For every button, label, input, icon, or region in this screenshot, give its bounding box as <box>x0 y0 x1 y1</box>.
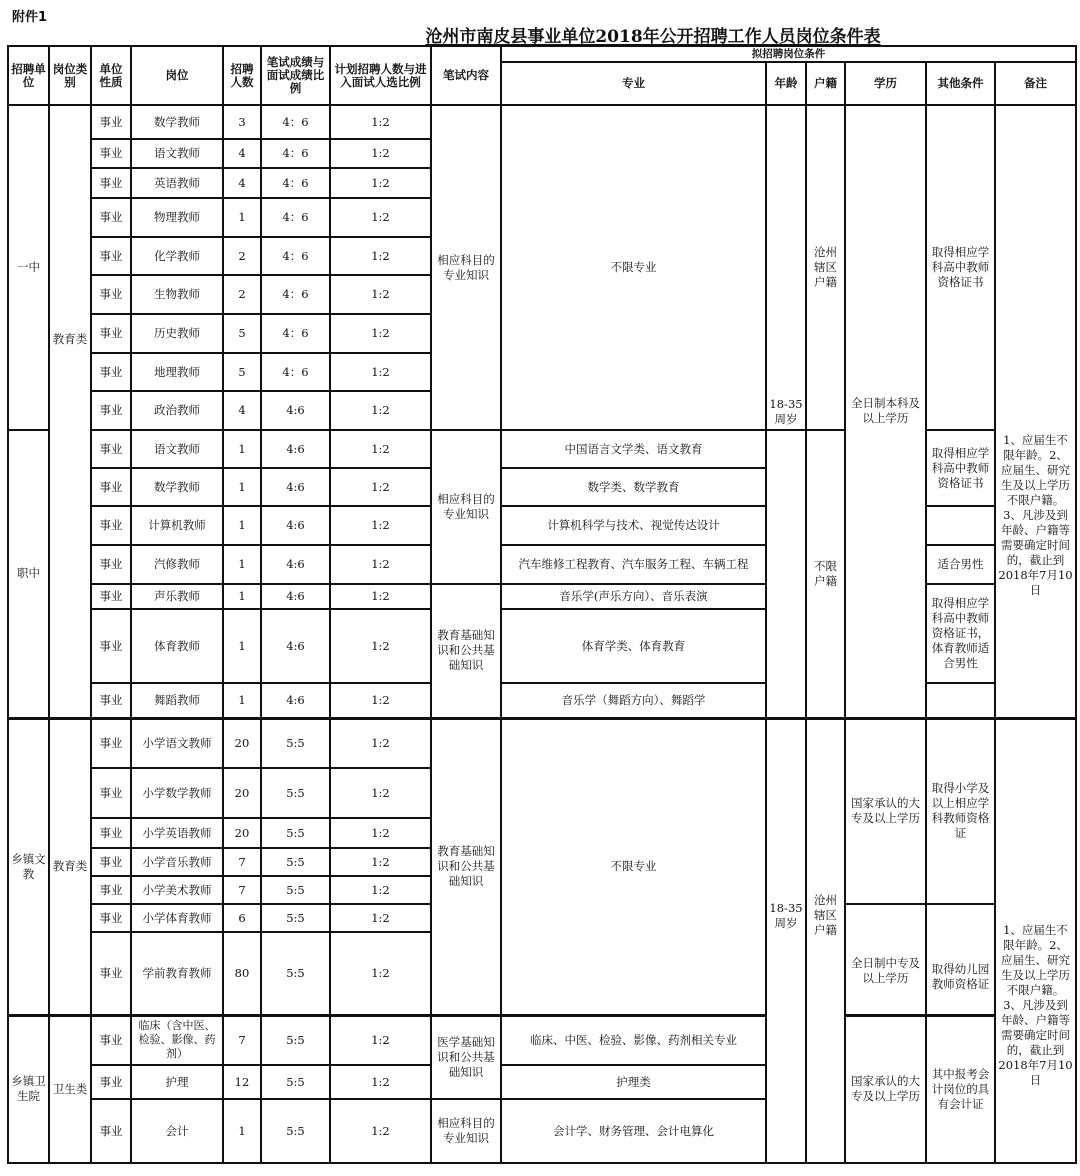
table-row: 事业 小学体育教师 6 5:5 1:2 全日制中专及以上学历 取得幼儿园教师资格证 <box>8 904 1076 932</box>
exam-content-cell: 教育基础知识和公共基础知识 <box>431 718 501 1015</box>
hukou-cell: 沧州辖区户籍 <box>806 105 845 430</box>
table-row: 乡镇文教 教育类 事业 小学语文教师 20 5:5 1:2 教育基础知识和公共基础知识 不限专业 18-35周岁 沧州辖区户籍 国家承认的大专及以上学历 取得小学及以上相应学科教师资格证 1、应届生不限年龄。2、应届生、研究生及以上学历不限户籍。3、凡涉及到年龄、户籍等需要确定时间的，截止到2018年7月10日 <box>8 718 1076 768</box>
table-row: 事业 体育教师 1 4:6 1:2 体育学类、体育教育 <box>8 609 1076 683</box>
unit-cell: 一中 <box>8 105 49 430</box>
header-score-ratio: 笔试成绩与面试成绩比例 <box>261 46 330 105</box>
table-row: 事业 学前教育教师 80 5:5 1:2 <box>8 932 1076 1015</box>
age-cell <box>766 430 806 718</box>
hukou-cell: 不限户籍 <box>806 430 845 718</box>
education-cell: 国家承认的大专及以上学历 <box>845 718 926 904</box>
header-count: 招聘人数 <box>223 46 261 105</box>
header-position: 岗位 <box>131 46 223 105</box>
category-cell: 教育类 <box>49 105 91 718</box>
header-age: 年龄 <box>766 62 806 105</box>
other-cell: 适合男性 <box>926 545 995 584</box>
table-row: 事业 汽修教师 1 4:6 1:2 汽车维修工程教育、汽车服务工程、车辆工程 适合男性 <box>8 545 1076 584</box>
exam-content-cell: 教育基础知识和公共基础知识 <box>431 584 501 718</box>
age-cell: 18-35周岁 <box>766 718 806 1163</box>
header-other: 其他条件 <box>926 62 995 105</box>
other-cell-empty <box>926 683 995 718</box>
major-cell: 不限专业 <box>501 105 766 430</box>
table-row: 职中 事业 语文教师 1 4:6 1:2 相应科目的专业知识 中国语言文学类、语文教育 不限户籍 取得相应学科高中教师资格证书 <box>8 430 1076 468</box>
table-row: 事业 历史教师 5 4：6 1:2 <box>8 314 1076 353</box>
table-row: 事业 数学教师 1 4:6 1:2 数学类、数学教育 <box>8 468 1076 506</box>
header-conditions-group: 拟招聘岗位条件 <box>501 46 1076 62</box>
header-interview-ratio: 计划招聘人数与进入面试人选比例 <box>330 46 431 105</box>
header-unit: 招聘单位 <box>8 46 49 105</box>
header-hukou: 户籍 <box>806 62 845 105</box>
table-row: 事业 声乐教师 1 4:6 1:2 教育基础知识和公共基础知识 音乐学(声乐方向）、音乐表演 取得相应学科高中教师资格证书，体育教师适合男性 <box>8 584 1076 609</box>
recruitment-table <box>7 45 1077 1164</box>
table-row: 一中 教育类 事业 数学教师 3 4：6 1:2 相应科目的专业知识 不限专业 18-35周岁 沧州辖区户籍 全日制本科及以上学历 取得相应学科高中教师资格证书 1、应届生不限年龄。2、应届生、研究生及以上学历不限户籍。3、凡涉及到年龄、户籍等需要确定时间的，截止到2018年7月10日 <box>8 105 1076 139</box>
unit-cell: 乡镇卫生院 <box>8 1015 49 1163</box>
header-nature: 单位性质 <box>91 46 131 105</box>
header-education: 学历 <box>845 62 926 105</box>
other-cell-empty <box>926 506 995 545</box>
other-cell: 其中报考会计岗位的具有会计证 <box>926 1015 995 1163</box>
exam-content-cell: 医学基础知识和公共基础知识 <box>431 1015 501 1099</box>
remarks-cell: 1、应届生不限年龄。2、应届生、研究生及以上学历不限户籍。3、凡涉及到年龄、户籍等需要确定时间的，截止到2018年7月10日 <box>995 105 1076 718</box>
table-row: 事业 小学美术教师 7 5:5 1:2 <box>8 876 1076 904</box>
other-cell: 取得小学及以上相应学科教师资格证 <box>926 718 995 904</box>
table-row: 事业 政治教师 4 4:6 1:2 <box>8 391 1076 430</box>
table-row: 乡镇卫生院 卫生类 事业 临床（含中医、检验、影像、药剂） 7 5:5 1:2 医学基础知识和公共基础知识 临床、中医、检验、影像、药剂相关专业 国家承认的大专及以上学历 其中报考会计岗位的具有会计证 <box>8 1015 1076 1065</box>
table-row: 事业 生物教师 2 4：6 1:2 <box>8 275 1076 314</box>
other-cell: 取得相应学科高中教师资格证书 <box>926 105 995 430</box>
age-cell: 18-35周岁 <box>766 105 806 430</box>
header-remarks: 备注 <box>995 62 1076 105</box>
education-cell: 国家承认的大专及以上学历 <box>845 1015 926 1163</box>
other-cell: 取得相应学科高中教师资格证书 <box>926 430 995 506</box>
header-exam-content: 笔试内容 <box>431 46 501 105</box>
table-row: 事业 计算机教师 1 4:6 1:2 计算机科学与技术、视觉传达设计 <box>8 506 1076 545</box>
other-cell: 取得幼儿园教师资格证 <box>926 904 995 1015</box>
unit-cell: 乡镇文教 <box>8 718 49 1015</box>
page-title: 沧州市南皮县事业单位2018年公开招聘工作人员岗位条件表 <box>425 27 881 47</box>
header-major: 专业 <box>501 62 766 105</box>
table-row: 事业 物理教师 1 4：6 1:2 <box>8 198 1076 237</box>
unit-cell: 职中 <box>8 430 49 718</box>
education-cell: 全日制本科及以上学历 <box>845 105 926 718</box>
remarks-cell: 1、应届生不限年龄。2、应届生、研究生及以上学历不限户籍。3、凡涉及到年龄、户籍等需要确定时间的，截止到2018年7月10日 <box>995 718 1076 1163</box>
table-row: 事业 英语教师 4 4：6 1:2 <box>8 168 1076 198</box>
education-cell: 全日制中专及以上学历 <box>845 904 926 1015</box>
table-row: 事业 小学音乐教师 7 5:5 1:2 <box>8 848 1076 876</box>
hukou-cell: 沧州辖区户籍 <box>806 718 845 1163</box>
table-row: 事业 护理 12 5:5 1:2 护理类 <box>8 1065 1076 1099</box>
table-row: 事业 地理教师 5 4：6 1:2 <box>8 353 1076 391</box>
table-row: 事业 舞蹈教师 1 4:6 1:2 音乐学（舞蹈方向）、舞蹈学 <box>8 683 1076 718</box>
other-cell: 取得相应学科高中教师资格证书，体育教师适合男性 <box>926 584 995 683</box>
header-category: 岗位类别 <box>49 46 91 105</box>
exam-content-cell: 相应科目的专业知识 <box>431 1099 501 1163</box>
table-row: 事业 小学数学教师 20 5:5 1:2 <box>8 768 1076 818</box>
exam-content-cell: 相应科目的专业知识 <box>431 105 501 430</box>
table-row: 事业 会计 1 5:5 1:2 相应科目的专业知识 会计学、财务管理、会计电算化 <box>8 1099 1076 1163</box>
table-row: 事业 语文教师 4 4：6 1:2 <box>8 139 1076 168</box>
category-cell: 卫生类 <box>49 1015 91 1163</box>
table-row: 事业 小学英语教师 20 5:5 1:2 <box>8 818 1076 848</box>
category-cell: 教育类 <box>49 718 91 1015</box>
attachment-label: 附件1 <box>12 10 48 25</box>
table-row: 事业 化学教师 2 4：6 1:2 <box>8 237 1076 275</box>
major-cell: 不限专业 <box>501 718 766 1015</box>
exam-content-cell: 相应科目的专业知识 <box>431 430 501 584</box>
